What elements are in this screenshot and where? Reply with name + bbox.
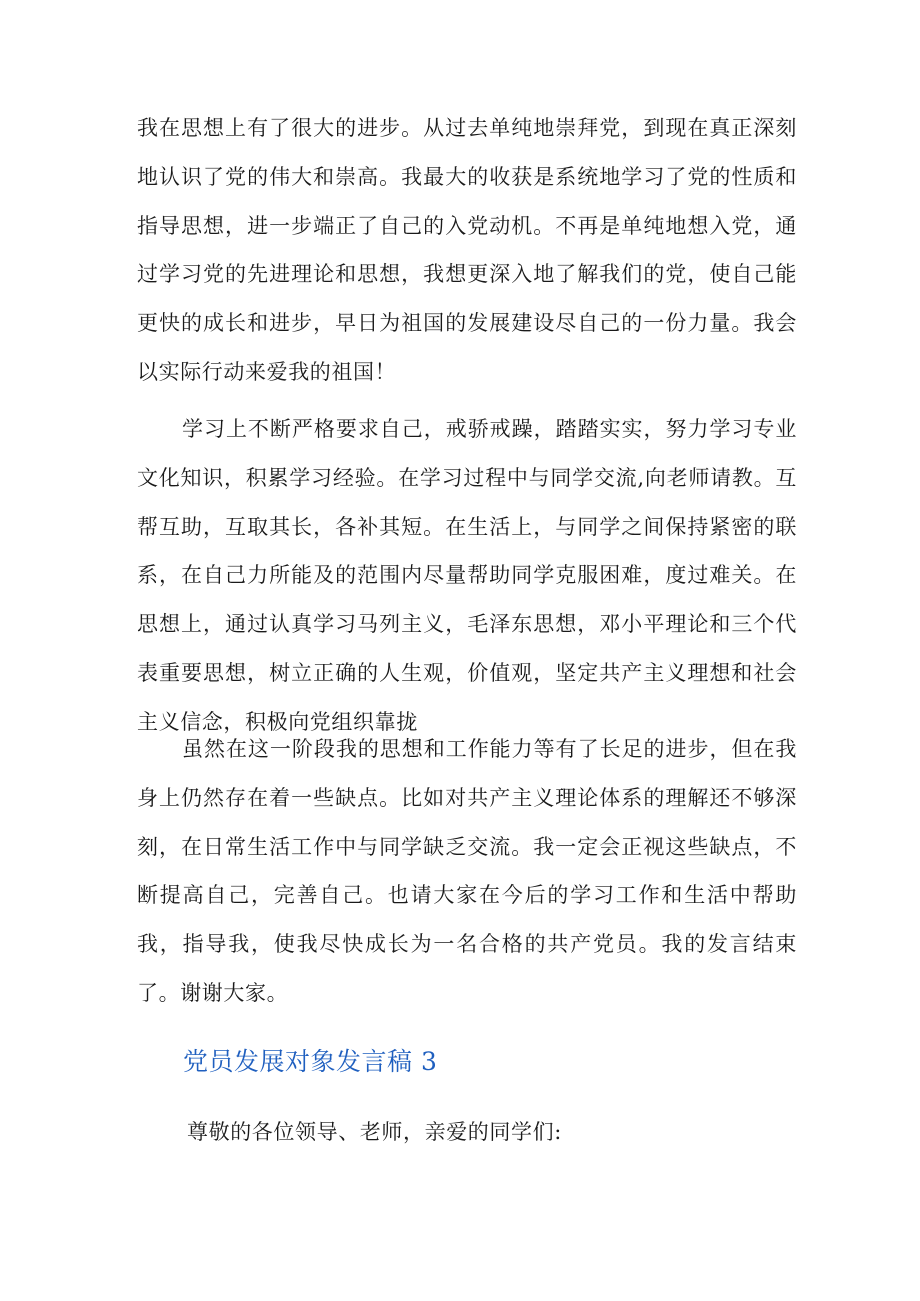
section-heading: 党员发展对象发言稿 3 <box>183 1047 438 1076</box>
paragraph-3: 虽然在这一阶段我的思想和工作能力等有了长足的进步，但在我身上仍然存在着一些缺点。比如对共产主义理论体系的理解还不够深刻，在日常生活工作中与同学缺乏交流。我一定会正视这些缺点，不断提高自己，完善自己。也请大家在今后的学习工作和生活中帮助我，指导我，使我尽快成长为一名合格的共产党员。我的发言结束了。谢谢大家。 <box>137 737 797 1005</box>
paragraph-2: 学习上不断严格要求自己，戒骄戒躁，踏踏实实，努力学习专业文化知识，积累学习经验。在学习过程中与同学交流,向老师请教。互帮互助，互取其长，各补其短。在生活上，与同学之间保持紧密的联系，在自己力所能及的范围内尽量帮助同学克服困难，度过难关。在思想上，通过认真学习马列主义，毛泽东思想，邓小平理论和三个代表重要思想，树立正确的人生观，价值观，坚定共产主义理想和社会主义信念，积极向党组织靠拢 <box>137 417 797 734</box>
paragraph-1: 我在思想上有了很大的进步。从过去单纯地崇拜党，到现在真正深刻地认识了党的伟大和崇高。我最大的收获是系统地学习了党的性质和指导思想，进一步端正了自己的入党动机。不再是单纯地想入党，通过学习党的先进理论和思想，我想更深入地了解我们的党，使自己能更快的成长和进步，早日为祖国的发展建设尽自己的一份力量。我会以实际行动来爱我的祖国！ <box>137 116 797 384</box>
salutation: 尊敬的各位领导、老师，亲爱的同学们: <box>187 1120 562 1144</box>
